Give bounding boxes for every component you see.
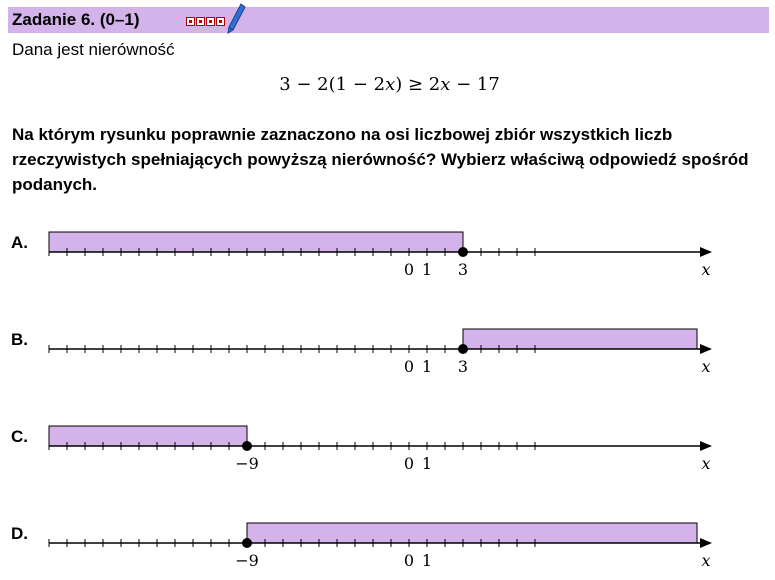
- tick-label: 1: [421, 551, 433, 570]
- number-line-option-a[interactable]: [0, 222, 775, 282]
- solution-region: [463, 329, 697, 349]
- solution-region: [247, 523, 697, 543]
- axis-variable-label: 𝑥: [701, 260, 711, 279]
- tick-label: −9: [235, 454, 259, 473]
- axis-variable-label: 𝑥: [701, 454, 711, 473]
- option-d-letter[interactable]: D.: [11, 524, 28, 543]
- axis-variable-label: 𝑥: [701, 551, 711, 570]
- axis-arrow-icon: [700, 247, 712, 257]
- number-line-option-c[interactable]: [0, 416, 775, 476]
- intro-text: Dana jest nierówność: [12, 40, 175, 59]
- task-title: Zadanie 6. (0–1): [12, 10, 140, 29]
- number-line-option-d[interactable]: [0, 513, 775, 573]
- boundary-point: [458, 344, 468, 354]
- axis-arrow-icon: [700, 344, 712, 354]
- boundary-point: [242, 538, 252, 548]
- option-a-letter[interactable]: A.: [11, 233, 28, 252]
- axis-arrow-icon: [700, 538, 712, 548]
- number-line-option-b[interactable]: [0, 319, 775, 379]
- tick-label: 1: [421, 454, 433, 473]
- score-box-icon: [216, 17, 225, 26]
- solution-region: [49, 426, 247, 446]
- tick-label: 0: [403, 260, 415, 279]
- tick-label: 0: [403, 357, 415, 376]
- question-text: Na którym rysunku poprawnie zaznaczono na osi liczbowej zbiór wszystkich liczb rzeczywistych spełniających powyższą nierówność? Wybierz właściwą odpowiedź spośród podanych.: [12, 125, 749, 194]
- tick-label: 3: [457, 357, 469, 376]
- inequality: 3 − 2(1 − 2𝑥) ≥ 2𝑥 − 17: [279, 74, 500, 95]
- tick-label: 1: [421, 260, 433, 279]
- tick-label: 1: [421, 357, 433, 376]
- tick-label: 0: [403, 454, 415, 473]
- boundary-point: [242, 441, 252, 451]
- tick-label: −9: [235, 551, 259, 570]
- boundary-point: [458, 247, 468, 257]
- tick-label: 0: [403, 551, 415, 570]
- solution-region: [49, 232, 463, 252]
- pencil-icon: [226, 3, 246, 35]
- score-box-icon: [196, 17, 205, 26]
- score-box-icon: [206, 17, 215, 26]
- axis-arrow-icon: [700, 441, 712, 451]
- axis-variable-label: 𝑥: [701, 357, 711, 376]
- task-header: [8, 7, 769, 33]
- option-b-letter[interactable]: B.: [11, 330, 28, 349]
- score-boxes: [186, 17, 226, 27]
- score-box-icon: [186, 17, 195, 26]
- option-c-letter[interactable]: C.: [11, 427, 28, 446]
- tick-label: 3: [457, 260, 469, 279]
